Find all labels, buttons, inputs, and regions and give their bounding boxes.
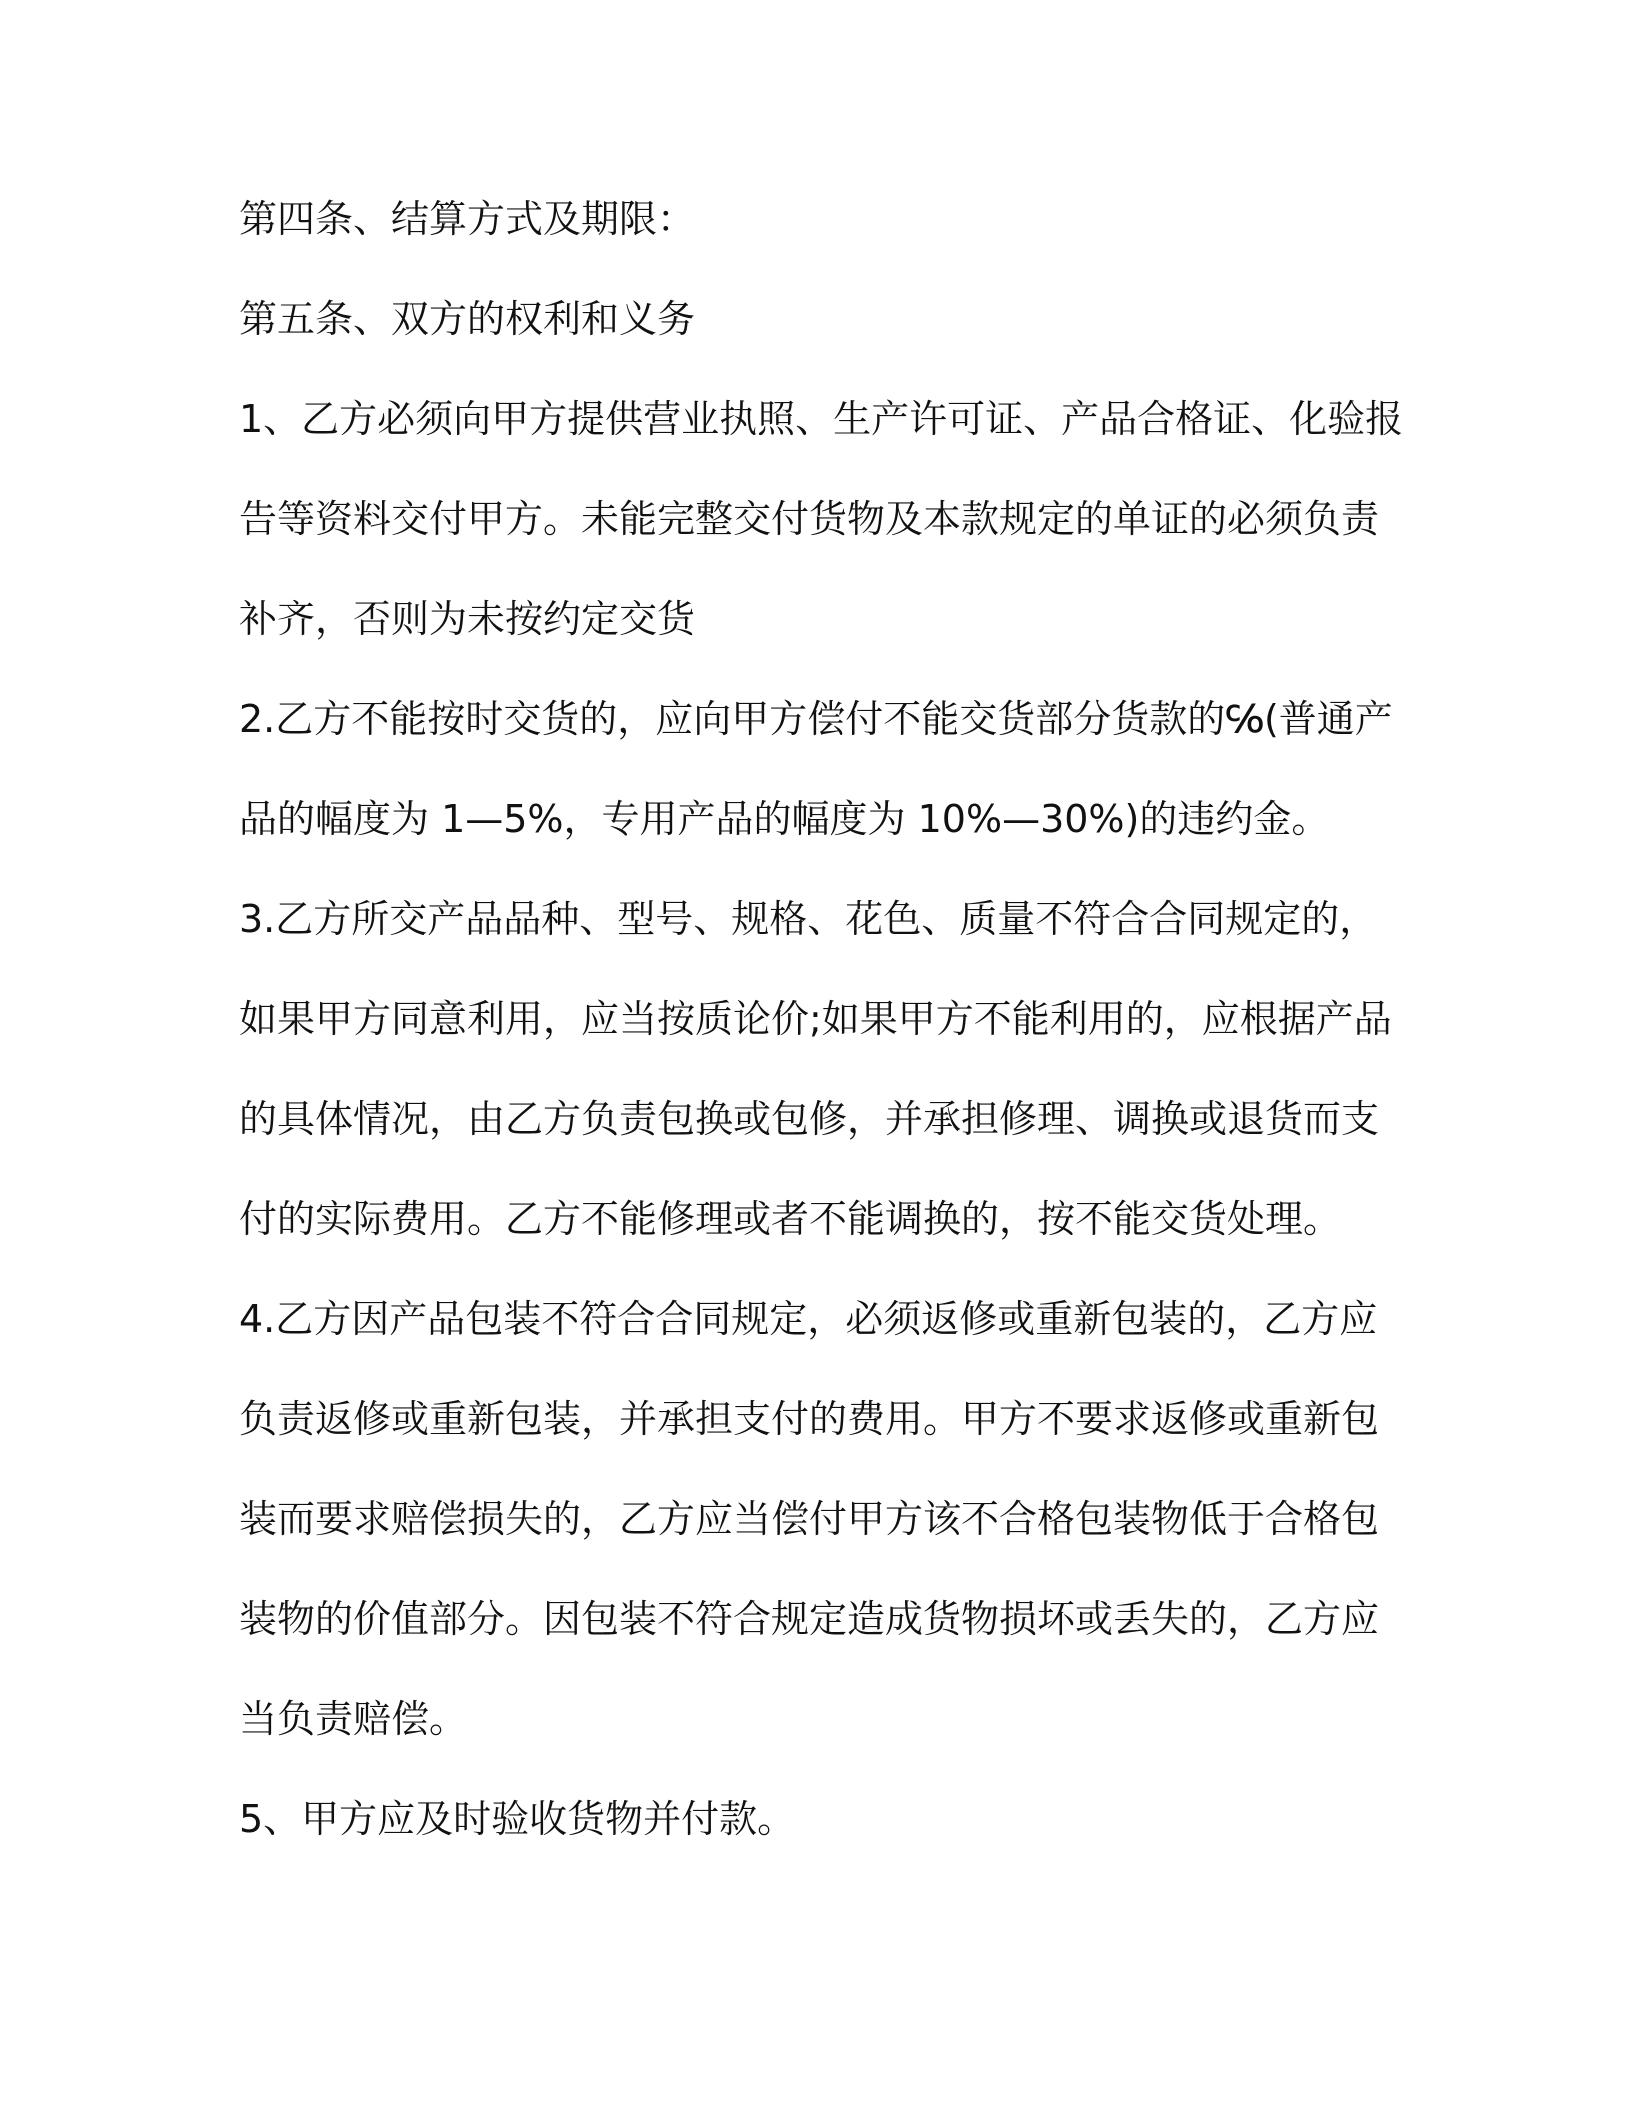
- clause-3-line-4: 付的实际费用。乙方不能修理或者不能调换的，按不能交货处理。: [239, 1197, 1342, 1241]
- clause-4-line-1: 4.乙方因产品包装不符合合同规定，必须返修或重新包装的，乙方应: [239, 1297, 1378, 1341]
- clause-1-line-1: 1、乙方必须向甲方提供营业执照、生产许可证、产品合格证、化验报: [239, 397, 1404, 441]
- clause-4-line-4: 装物的价值部分。因包装不符合规定造成货物损坏或丢失的，乙方应: [239, 1597, 1380, 1641]
- clause-2-line-1: 2.乙方不能按时交货的，应向甲方偿付不能交货部分货款的℅(普通产: [239, 697, 1393, 741]
- clause-3-line-3: 的具体情况，由乙方负责包换或包修，并承担修理、调换或退货而支: [239, 1097, 1380, 1141]
- clause-3-line-2: 如果甲方同意利用，应当按质论价;如果甲方不能利用的，应根据产品: [239, 997, 1392, 1041]
- clause-5-line-1: 5、甲方应及时验收货物并付款。: [239, 1797, 796, 1841]
- clause-4-line-2: 负责返修或重新包装，并承担支付的费用。甲方不要求返修或重新包: [239, 1397, 1380, 1441]
- article-4-heading: 第四条、结算方式及期限：: [239, 197, 696, 241]
- clause-4-line-5: 当负责赔偿。: [239, 1697, 468, 1741]
- clause-2-line-2: 品的幅度为 1—5%，专用产品的幅度为 10%—30%)的违约金。: [239, 797, 1330, 841]
- clause-1-line-3: 补齐，否则为未按约定交货: [239, 597, 696, 641]
- clause-3-line-1: 3.乙方所交产品品种、型号、规格、花色、质量不符合合同规定的，: [239, 897, 1378, 941]
- article-5-heading: 第五条、双方的权利和义务: [239, 297, 696, 341]
- clause-1-line-2: 告等资料交付甲方。未能完整交付货物及本款规定的单证的必须负责: [239, 497, 1380, 541]
- clause-4-line-3: 装而要求赔偿损失的，乙方应当偿付甲方该不合格包装物低于合格包: [239, 1497, 1380, 1541]
